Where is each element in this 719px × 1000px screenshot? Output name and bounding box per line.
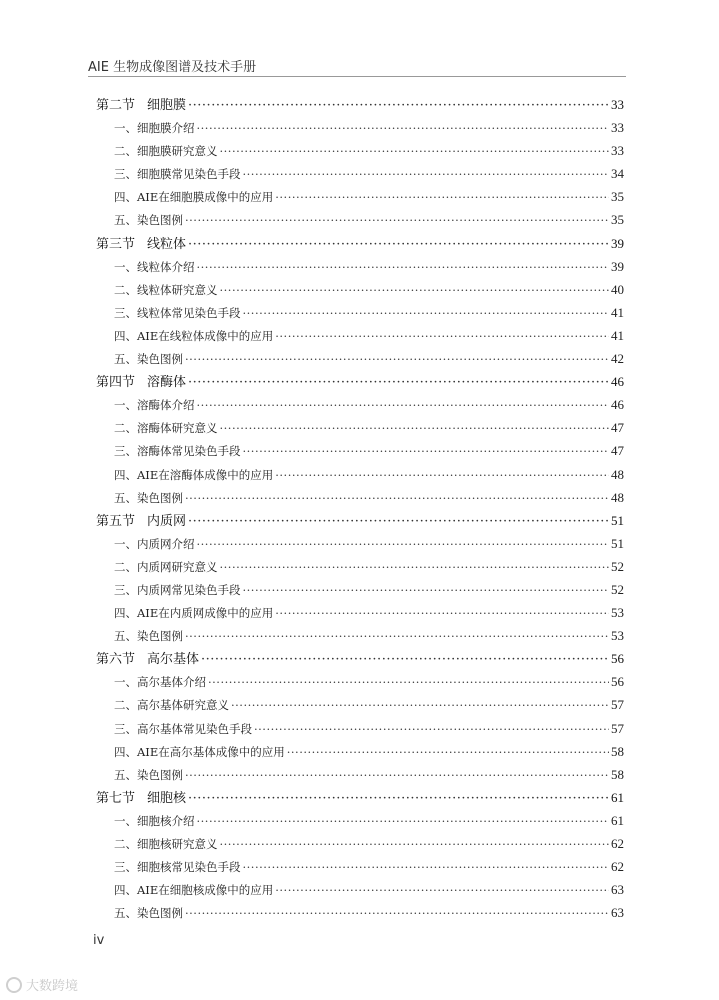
toc-dot-leader <box>220 833 610 856</box>
toc-item-row[interactable] <box>96 324 624 347</box>
toc-entry-title: 三、溶酶体常见染色手段 <box>114 444 241 459</box>
toc-page-number: 33 <box>611 120 624 136</box>
toc-page-number: 47 <box>611 420 624 436</box>
toc-entry-title: 五、染色图例 <box>114 490 183 505</box>
toc-dot-leader <box>275 602 609 625</box>
toc-page-number: 56 <box>611 651 624 667</box>
toc-dot-leader <box>197 810 610 833</box>
toc-page-number: 52 <box>611 558 624 574</box>
toc-page-number: 33 <box>611 143 624 159</box>
toc-entry-title: 三、细胞核常见染色手段 <box>114 860 241 875</box>
toc-section-number: 第三节 <box>96 236 136 252</box>
toc-page-number: 51 <box>611 535 624 551</box>
toc-section-row[interactable] <box>96 786 624 809</box>
toc-entry-label <box>114 833 218 856</box>
toc-entry-title: 一、细胞核介绍 <box>114 813 195 828</box>
toc-entry-label <box>114 879 273 902</box>
toc-dot-leader <box>243 302 610 325</box>
toc-entry-title: 四、AIE在细胞膜成像中的应用 <box>114 190 274 205</box>
toc-page-number: 46 <box>611 374 624 390</box>
toc-dot-leader <box>243 163 610 186</box>
toc-entry-title: 二、高尔基体研究意义 <box>114 698 229 713</box>
toc-dot-leader <box>188 233 609 256</box>
toc-section-number: 第五节 <box>96 513 136 529</box>
toc-item-row[interactable] <box>96 809 624 832</box>
toc-entry-label <box>114 417 218 440</box>
toc-entry-label <box>114 487 183 510</box>
toc-entry-label <box>114 602 273 625</box>
header-rule <box>88 76 626 77</box>
toc-entry-title: 四、AIE在细胞核成像中的应用 <box>114 883 274 898</box>
toc-dot-leader <box>208 671 609 694</box>
toc-page-number: 57 <box>611 720 624 736</box>
toc-page-number: 58 <box>611 766 624 782</box>
toc-entry-title: 二、细胞膜研究意义 <box>114 144 218 159</box>
toc-entry-title: 三、高尔基体常见染色手段 <box>114 721 252 736</box>
toc-section-row[interactable] <box>96 232 624 255</box>
toc-entry-label <box>114 117 195 140</box>
toc-page-number: 52 <box>611 581 624 597</box>
toc-page-number: 41 <box>611 304 624 320</box>
toc-item-row[interactable] <box>96 532 624 555</box>
toc-entry-title: 细胞膜 <box>147 98 187 113</box>
toc-item-row[interactable] <box>96 832 624 855</box>
watermark-logo-icon <box>6 977 22 993</box>
toc-page-number: 48 <box>611 489 624 505</box>
toc-entry-title: 一、内质网介绍 <box>114 536 195 551</box>
toc-dot-leader <box>220 140 610 163</box>
toc-dot-leader <box>185 625 609 648</box>
toc-entry-title: 五、染色图例 <box>114 767 183 782</box>
toc-item-row[interactable] <box>96 255 624 278</box>
toc-dot-leader <box>220 556 610 579</box>
toc-dot-leader <box>201 648 609 671</box>
toc-entry-label <box>114 325 273 348</box>
toc-entry-title: 二、细胞核研究意义 <box>114 837 218 851</box>
toc-section-number: 第四节 <box>96 375 136 391</box>
toc-entry-title: 三、内质网常见染色手段 <box>114 582 241 597</box>
toc-entry-title: 高尔基体 <box>147 652 200 668</box>
running-header: AIE 生物成像图谱及技术手册 <box>88 60 257 75</box>
toc-item-row[interactable] <box>96 185 624 208</box>
toc-item-row[interactable] <box>96 463 624 486</box>
toc-entry-label <box>114 279 218 302</box>
toc-dot-leader <box>231 694 609 717</box>
toc-page-number: 56 <box>611 674 624 690</box>
toc-page-number: 40 <box>611 281 624 297</box>
toc-section-number: 第二节 <box>96 98 136 113</box>
toc-entry-title: 一、溶酶体介绍 <box>114 398 195 413</box>
toc-page-number: 57 <box>611 697 624 713</box>
toc-entry-title: 一、高尔基体介绍 <box>114 675 206 690</box>
toc-item-row[interactable] <box>96 578 624 601</box>
toc-page-number: 63 <box>611 905 624 921</box>
toc-item-row[interactable] <box>96 278 624 301</box>
toc-page-number: 39 <box>611 235 624 251</box>
page-number: iv <box>93 933 105 948</box>
toc-dot-leader <box>287 741 609 764</box>
toc-dot-leader <box>188 94 609 117</box>
toc-entry-label <box>96 510 186 533</box>
toc-entry-label <box>114 671 206 694</box>
toc-page-number: 51 <box>611 512 624 528</box>
toc-item-row[interactable] <box>96 208 624 231</box>
toc-dot-leader <box>243 440 610 463</box>
toc-page-number: 63 <box>611 882 624 898</box>
toc-section-number: 第六节 <box>96 652 136 668</box>
toc-entry-title: 五、染色图例 <box>114 629 183 644</box>
toc-entry-title: 五、染色图例 <box>114 906 183 921</box>
toc-entry-label <box>96 648 199 671</box>
toc-dot-leader <box>275 186 609 209</box>
toc-item-row[interactable] <box>96 439 624 462</box>
table-of-contents <box>96 93 624 924</box>
toc-item-row[interactable] <box>96 555 624 578</box>
toc-page-number: 53 <box>611 628 624 644</box>
toc-page-number: 48 <box>611 466 624 482</box>
toc-entry-label <box>114 625 183 648</box>
toc-entry-title: 溶酶体 <box>147 375 187 391</box>
toc-page-number: 42 <box>611 351 624 367</box>
toc-item-row[interactable] <box>96 901 624 924</box>
toc-entry-label <box>114 741 285 764</box>
toc-entry-title: 线粒体 <box>147 236 187 252</box>
toc-item-row[interactable] <box>96 740 624 763</box>
toc-entry-label <box>114 163 241 186</box>
toc-dot-leader <box>185 209 609 232</box>
watermark <box>6 975 78 994</box>
toc-entry-label <box>114 140 218 163</box>
toc-entry-title: 四、AIE在溶酶体成像中的应用 <box>114 467 274 482</box>
toc-dot-leader <box>188 510 609 533</box>
toc-entry-label <box>114 186 273 209</box>
toc-entry-label <box>114 902 183 925</box>
toc-item-row[interactable] <box>96 393 624 416</box>
toc-entry-label <box>114 694 229 717</box>
toc-dot-leader <box>220 279 610 302</box>
toc-item-row[interactable] <box>96 670 624 693</box>
toc-page-number: 61 <box>611 789 624 805</box>
toc-entry-title: 三、线粒体常见染色手段 <box>114 305 241 320</box>
toc-entry-label <box>114 256 195 279</box>
toc-dot-leader <box>185 487 609 510</box>
toc-dot-leader <box>197 394 610 417</box>
toc-page-number: 39 <box>611 258 624 274</box>
toc-dot-leader <box>197 533 610 556</box>
watermark-text: 大数跨境 <box>26 979 79 994</box>
toc-page-number: 35 <box>611 189 624 205</box>
toc-item-row[interactable] <box>96 717 624 740</box>
toc-entry-title: 二、线粒体研究意义 <box>114 282 218 297</box>
toc-page-number: 33 <box>611 97 624 112</box>
toc-entry-title: 一、细胞膜介绍 <box>114 121 195 136</box>
toc-entry-label <box>114 394 195 417</box>
toc-item-row[interactable] <box>96 601 624 624</box>
toc-entry-title: 五、染色图例 <box>114 213 183 228</box>
toc-item-row[interactable] <box>96 347 624 370</box>
toc-entry-label <box>114 209 183 232</box>
toc-entry-title: 内质网 <box>147 513 187 529</box>
toc-entry-title: 四、AIE在高尔基体成像中的应用 <box>114 744 285 759</box>
toc-item-row[interactable] <box>96 116 624 139</box>
toc-entry-label <box>114 718 252 741</box>
toc-item-row[interactable] <box>96 162 624 185</box>
toc-page-number: 62 <box>611 859 624 875</box>
toc-entry-label <box>114 810 195 833</box>
toc-entry-label <box>114 556 218 579</box>
toc-dot-leader <box>275 325 609 348</box>
toc-section-row[interactable] <box>96 93 624 116</box>
toc-entry-title: 五、染色图例 <box>114 352 183 367</box>
toc-entry-label <box>114 464 273 487</box>
toc-dot-leader <box>275 879 609 902</box>
toc-dot-leader <box>220 417 610 440</box>
toc-page-number: 34 <box>611 166 624 182</box>
toc-item-row[interactable] <box>96 855 624 878</box>
toc-entry-label <box>114 302 241 325</box>
toc-entry-label <box>96 371 186 394</box>
toc-entry-label <box>96 233 186 256</box>
toc-entry-title: 二、溶酶体研究意义 <box>114 421 218 436</box>
toc-item-row[interactable] <box>96 139 624 162</box>
toc-entry-label <box>114 440 241 463</box>
toc-entry-label <box>114 579 241 602</box>
toc-page-number: 41 <box>611 327 624 343</box>
toc-entry-title: 二、内质网研究意义 <box>114 559 218 574</box>
toc-section-row[interactable] <box>96 370 624 393</box>
toc-entry-title: 四、AIE在内质网成像中的应用 <box>114 606 274 621</box>
toc-page-number: 46 <box>611 397 624 413</box>
toc-page-number: 53 <box>611 605 624 621</box>
toc-entry-label <box>114 764 183 787</box>
toc-dot-leader <box>197 256 610 279</box>
toc-entry-label <box>114 533 195 556</box>
toc-entry-label <box>96 787 186 810</box>
toc-entry-title: 细胞核 <box>147 790 187 806</box>
toc-item-row[interactable] <box>96 416 624 439</box>
toc-item-row[interactable] <box>96 301 624 324</box>
toc-entry-label <box>114 348 183 371</box>
toc-dot-leader <box>243 579 610 602</box>
toc-dot-leader <box>188 371 609 394</box>
toc-dot-leader <box>275 464 609 487</box>
toc-item-row[interactable] <box>96 693 624 716</box>
toc-dot-leader <box>185 764 609 787</box>
toc-page-number: 35 <box>611 212 624 228</box>
toc-section-row[interactable] <box>96 509 624 532</box>
toc-dot-leader <box>254 718 609 741</box>
toc-page-number: 58 <box>611 743 624 759</box>
toc-page-number: 47 <box>611 443 624 459</box>
toc-page-number: 62 <box>611 836 624 851</box>
toc-section-number: 第七节 <box>96 790 136 806</box>
toc-dot-leader <box>185 348 609 371</box>
toc-item-row[interactable] <box>96 624 624 647</box>
toc-dot-leader <box>197 117 610 140</box>
toc-entry-label <box>96 94 186 117</box>
toc-page-number: 61 <box>611 812 624 828</box>
toc-item-row[interactable] <box>96 486 624 509</box>
toc-entry-title: 三、细胞膜常见染色手段 <box>114 167 241 182</box>
toc-section-row[interactable] <box>96 647 624 670</box>
toc-item-row[interactable] <box>96 763 624 786</box>
toc-entry-label <box>114 856 241 879</box>
toc-entry-title: 四、AIE在线粒体成像中的应用 <box>114 328 274 343</box>
toc-entry-title: 一、线粒体介绍 <box>114 259 195 274</box>
toc-dot-leader <box>188 787 609 810</box>
toc-dot-leader <box>185 902 609 925</box>
toc-item-row[interactable] <box>96 878 624 901</box>
toc-dot-leader <box>243 856 610 879</box>
